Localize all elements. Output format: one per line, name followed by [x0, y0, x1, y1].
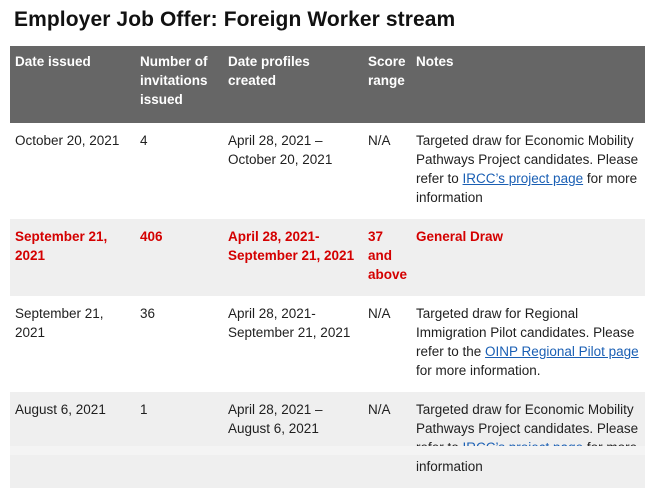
column-header-score-range: Score range — [363, 46, 411, 123]
notes-cell: General Draw — [411, 219, 645, 296]
column-header-date-issued: Date issued — [10, 46, 135, 123]
oinp-regional-pilot-link[interactable]: OINP Regional Pilot page — [485, 344, 639, 359]
ircc-project-page-link[interactable]: IRCC’s project page — [462, 171, 584, 186]
score-range-cell: N/A — [363, 392, 411, 488]
notes-text: Targeted draw for Regional Immigration Pilot candidates. Please refer to the — [416, 306, 635, 359]
date-issued-cell: October 20, 2021 — [10, 123, 135, 219]
notes-text: Targeted draw for Economic Mobility Pathways Project candidates. Please — [416, 402, 639, 436]
invitations-cell: 4 — [135, 123, 223, 219]
score-range-cell: N/A — [363, 296, 411, 392]
column-header-profiles-created: Date profiles created — [223, 46, 363, 123]
table-row — [10, 296, 645, 392]
column-header-notes: Notes — [411, 46, 645, 123]
next-row-edge — [10, 446, 645, 455]
score-range-cell: N/A — [363, 123, 411, 219]
table-row — [10, 392, 645, 488]
page-title: Employer Job Offer: Foreign Worker stream — [14, 8, 456, 31]
date-issued-cell: September 21, 2021 — [10, 296, 135, 392]
notes-cell — [411, 296, 645, 392]
table-row — [10, 123, 645, 219]
notes-cell — [411, 123, 645, 219]
table-row — [10, 219, 645, 296]
notes-text: Targeted draw for Economic Mobility Pathways Project candidates. Please refer to — [416, 133, 639, 186]
profiles-created-cell: April 28, 2021- September 21, 2021 — [223, 296, 363, 392]
invitations-cell: 36 — [135, 296, 223, 392]
invitations-cell: 1 — [135, 392, 223, 488]
invitations-cell: 406 — [135, 219, 223, 296]
date-issued-cell: August 6, 2021 — [10, 392, 135, 488]
notes-cell — [411, 392, 645, 488]
date-issued-cell: September 21, 2021 — [10, 219, 135, 296]
profiles-created-cell: April 28, 2021 – October 20, 2021 — [223, 123, 363, 219]
notes-text: information — [416, 459, 483, 474]
notes-text: for more information — [416, 171, 638, 205]
draws-table — [10, 46, 645, 488]
table-header-row — [10, 46, 645, 123]
notes-text: for more information. — [416, 363, 541, 378]
column-header-invitations: Number of invitations issued — [135, 46, 223, 123]
profiles-created-cell: April 28, 2021 – August 6, 2021 — [223, 392, 363, 488]
score-range-cell: 37 and above — [363, 219, 411, 296]
profiles-created-cell: April 28, 2021- September 21, 2021 — [223, 219, 363, 296]
